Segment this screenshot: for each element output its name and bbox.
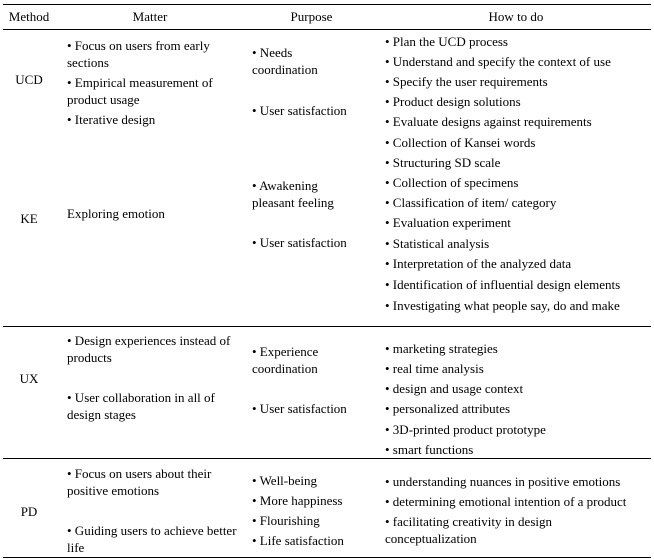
purpose-item: • Well-being [252, 473, 317, 488]
how-to-item: • Structuring SD scale [385, 155, 501, 170]
how-to-item: • Evaluate designs against requirements [385, 114, 592, 129]
purpose-item: • Life satisfaction [252, 533, 344, 548]
matter-item: • User collaboration in all of design stages [67, 390, 215, 422]
how-to-item: • personalized attributes [385, 401, 511, 416]
matter-item: • Focus on users from early sections [67, 38, 210, 70]
table-row-ucd [3, 30, 651, 128]
table-row-pd [3, 458, 651, 557]
how-to-item: • Statistical analysis [385, 236, 490, 251]
how-to-item: • Classification of item/ category [385, 195, 557, 210]
header-matter: Matter [132, 9, 168, 24]
table-row-ux [3, 326, 651, 459]
how-to-item: • understanding nuances in positive emotions [385, 474, 621, 489]
matter-item: • Guiding users to achieve better life [67, 523, 237, 555]
purpose-item: • User satisfaction [252, 103, 347, 118]
header-how-to-do: How to do [488, 9, 544, 24]
purpose-item: • User satisfaction [252, 235, 347, 250]
purpose-item: • Flourishing [252, 513, 320, 528]
matter-item: Exploring emotion [67, 206, 165, 221]
header-purpose: Purpose [290, 9, 333, 24]
table-header-row [3, 5, 651, 30]
how-to-item: • Collection of specimens [385, 175, 519, 190]
how-to-item: • design and usage context [385, 381, 524, 396]
how-to-item: • Evaluation experiment [385, 215, 511, 230]
method-cell: KE [20, 211, 38, 226]
how-to-item: • 3D-printed product prototype [385, 422, 546, 437]
how-to-item: • facilitating creativity in design conceptualization [385, 514, 553, 546]
how-to-item: • Interpretation of the analyzed data [385, 256, 572, 271]
how-to-item: • Plan the UCD process [385, 34, 508, 49]
how-to-item: • Product design solutions [385, 94, 521, 109]
matter-item: • Iterative design [67, 112, 156, 127]
header-method: Method [8, 9, 50, 24]
matter-item: • Focus on users about their positive emotions [67, 466, 212, 498]
purpose-item: • More happiness [252, 493, 343, 508]
table-row-ke [3, 128, 651, 326]
purpose-item: • User satisfaction [252, 401, 347, 416]
method-cell: UCD [15, 72, 43, 87]
how-to-item: • Understand and specify the context of use [385, 54, 611, 69]
purpose-item: • Experience coordination [252, 344, 319, 376]
matter-item: • Design experiences instead of products [67, 333, 231, 365]
how-to-item: • Collection of Kansei words [385, 135, 536, 150]
how-to-item: • Specify the user requirements [385, 74, 548, 89]
how-to-item: • real time analysis [385, 361, 484, 376]
how-to-item: • Identification of influential design elements [385, 277, 621, 292]
purpose-item: • Awakening pleasant feeling [252, 178, 334, 210]
method-cell: PD [20, 504, 38, 519]
method-cell: UX [19, 371, 39, 386]
purpose-item: • Needs coordination [252, 45, 318, 77]
matter-item: • Empirical measurement of product usage [67, 75, 213, 107]
how-to-item: • determining emotional intention of a product [385, 494, 627, 509]
how-to-item: • smart functions [385, 442, 474, 457]
comparison-table [3, 4, 651, 558]
how-to-item: • Investigating what people say, do and make [385, 298, 620, 313]
how-to-item: • marketing strategies [385, 341, 498, 356]
